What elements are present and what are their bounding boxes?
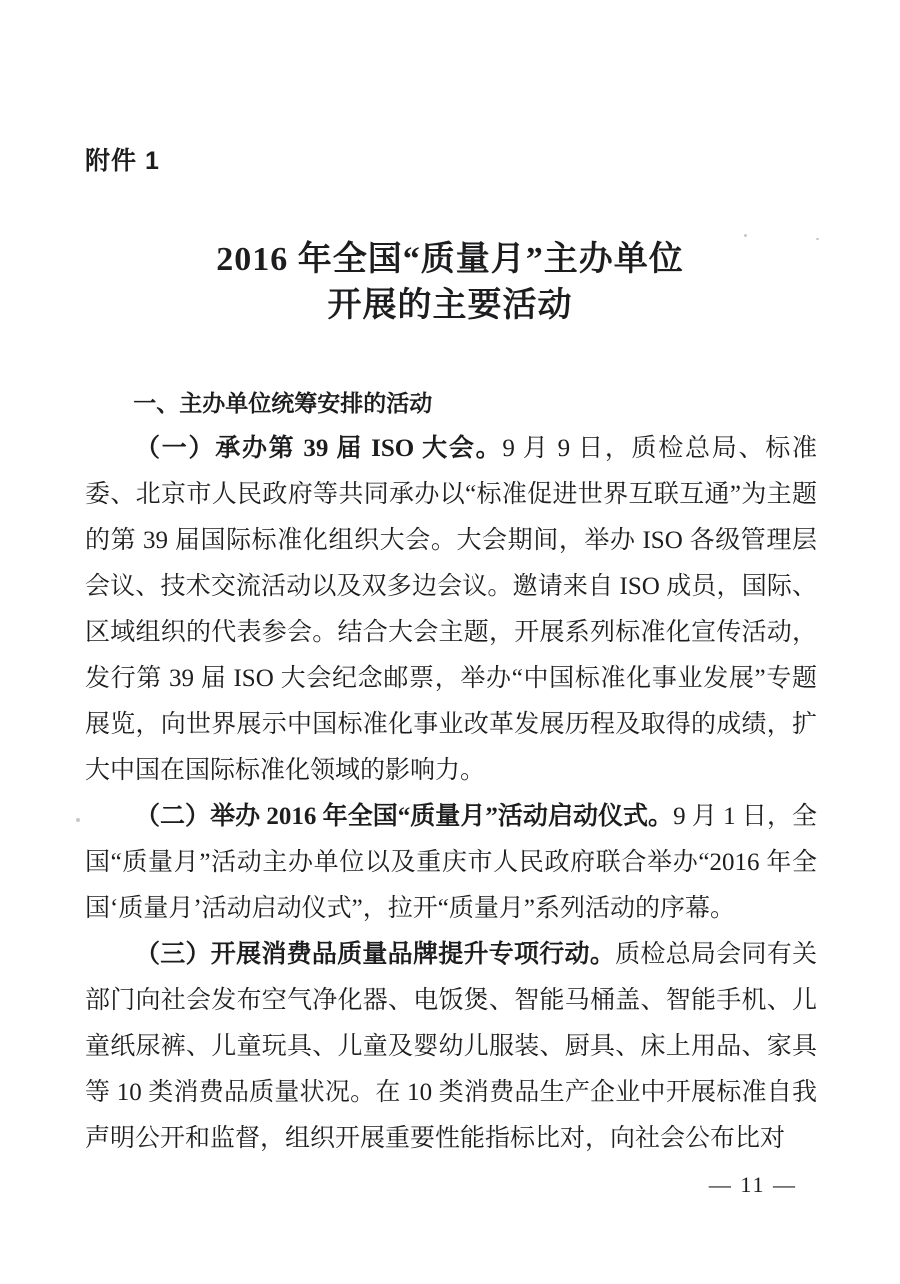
document-title-line1: 2016 年全国“质量月”主办单位 [216,241,684,278]
paragraph-2-lead: （二）举办 2016 年全国“质量月”活动启动仪式。 [135,803,674,830]
document-title [0,237,900,329]
section-heading: 一、主办单位统筹安排的活动 [133,390,433,416]
paragraph-3 [85,932,817,1162]
paragraph-1-lead: （一）承办第 39 届 ISO 大会。 [135,435,503,462]
paragraph-2-text: 9 月 1 日，全国“质量月”活动主办单位以及重庆市人民政府联合举办“2016 年全国‘质量月’活动启动仪式”，拉开“质量月”系列活动的序幕。 [85,803,817,922]
scan-speckle [744,234,747,237]
page-number: — 11 — [708,1172,797,1197]
attachment-label: 附件 1 [85,147,160,175]
paragraph-3-lead: （三）开展消费品质量品牌提升专项行动。 [135,941,616,968]
scan-speckle [816,238,819,240]
paragraph-3-text: 质检总局会同有关部门向社会发布空气净化器、电饭煲、智能马桶盖、智能手机、儿童纸尿裤、儿童玩具、儿童及婴幼儿服装、厨具、床上用品、家具等 10 类消费品质量状况。在 10 类消费品生产企业中开展标准自我声明公开和监督，组织开展重要性能指标比对，向社会公布比对 [85,941,817,1152]
paragraph-1-text: 9 月 9 日，质检总局、标准委、北京市人民政府等共同承办以“标准促进世界互联互通”为主题的第 39 届国际标准化组织大会。大会期间，举办 ISO 各级管理层会议、技术交流活动以及双多边会议。邀请来自 ISO 成员，国际、区域组织的代表参会。结合大会主题，开展系列标准化宣传活动，发行第 39 届 ISO 大会纪念邮票，举办“中国标准化事业发展”专题展览，向世界展示中国标准化事业改革发展历程及取得的成绩，扩大中国在国际标准化领域的影响力。 [85,435,817,784]
document-title-line2: 开展的主要活动 [327,287,573,324]
document-body [85,380,817,1162]
scan-speckle [76,818,80,822]
paragraph-2 [85,794,817,932]
paragraph-1 [85,426,817,794]
